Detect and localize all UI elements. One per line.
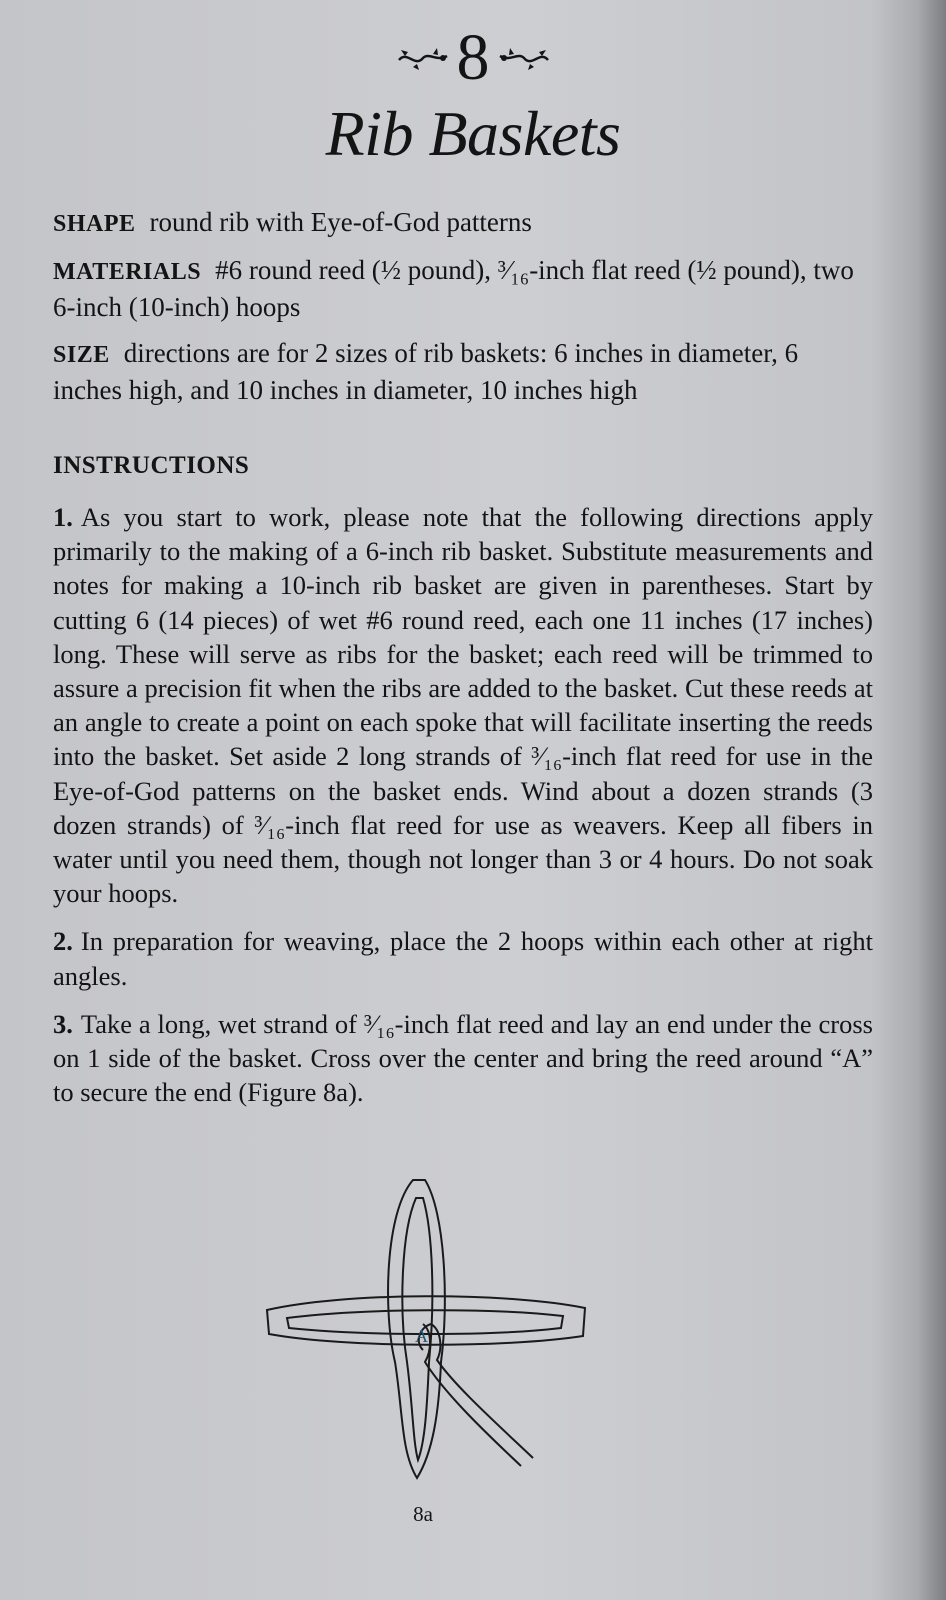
chapter-number-row xyxy=(0,22,946,94)
chapter-title: Rib Baskets xyxy=(325,98,621,169)
spec-size-label: SIZE xyxy=(53,342,110,368)
spec-materials-text: #6 round reed (½ pound), ³⁄₁₆-inch flat reed (½ pound), two 6-inch (10-inch) hoops xyxy=(53,255,854,322)
step-3-text: Take a long, wet strand of ³⁄₁₆-inch flat reed and lay an end under the cross on 1 side of the basket. Cross over the center and bring the reed around “A” to secure the end (Figure 8a). xyxy=(53,1008,873,1108)
instructions-heading: INSTRUCTIONS xyxy=(53,452,250,479)
step-2 xyxy=(53,924,873,992)
step-1-number: 1. xyxy=(53,502,73,532)
spec-shape-text: round rib with Eye-of-God patterns xyxy=(149,207,532,237)
instruction-steps xyxy=(53,500,873,1123)
spec-materials-label: MATERIALS xyxy=(53,259,202,285)
specs-block xyxy=(53,205,873,419)
right-vine-ornament-icon xyxy=(496,44,552,72)
figure-caption: 8a xyxy=(413,1502,433,1526)
point-a-label: A xyxy=(415,1326,428,1346)
chapter-number: 8 xyxy=(456,21,490,94)
figure-8a-hoop-diagram xyxy=(255,1172,595,1492)
step-1-text: As you start to work, please note that the following directions apply primarily to the making of a 6-inch rib basket. Substitute measurements and notes for making a 10-inch rib basket are given in parentheses. Start by cutting 6 (14 pieces) of wet #6 round reed, each one 11 inches (17 inches) long. These will serve as ribs for the basket; each reed will be trimmed to assure a precision fit when the ribs are added to the basket. Cut these reeds at an angle to create a point on each spoke that will facilitate inserting the reeds into the basket. Set aside 2 long strands of ³⁄₁₆-inch flat reed for use in the Eye-of-God patterns on the basket ends. Wind about a dozen strands (3 dozen strands) of ³⁄₁₆-inch flat reed for use as weavers. Keep all fibers in water until you need them, though not longer than 3 or 4 hours. Do not soak your hoops. xyxy=(53,502,873,909)
spec-materials xyxy=(53,253,873,325)
step-3 xyxy=(53,1007,873,1110)
step-1 xyxy=(53,500,873,910)
step-2-number: 2. xyxy=(53,926,73,957)
spec-size-text: directions are for 2 sizes of rib baskets: 6 inches in diameter, 6 inches high, and 10 inches in diameter, 10 inches high xyxy=(53,338,799,405)
spec-shape-label: SHAPE xyxy=(53,211,136,237)
spec-size xyxy=(53,336,873,408)
chapter-heading xyxy=(0,22,946,174)
spec-shape xyxy=(53,205,873,242)
step-2-text: In preparation for weaving, place the 2 hoops within each other at right angles. xyxy=(53,926,873,991)
left-vine-ornament-icon xyxy=(395,44,451,72)
step-3-number: 3. xyxy=(53,1008,73,1039)
